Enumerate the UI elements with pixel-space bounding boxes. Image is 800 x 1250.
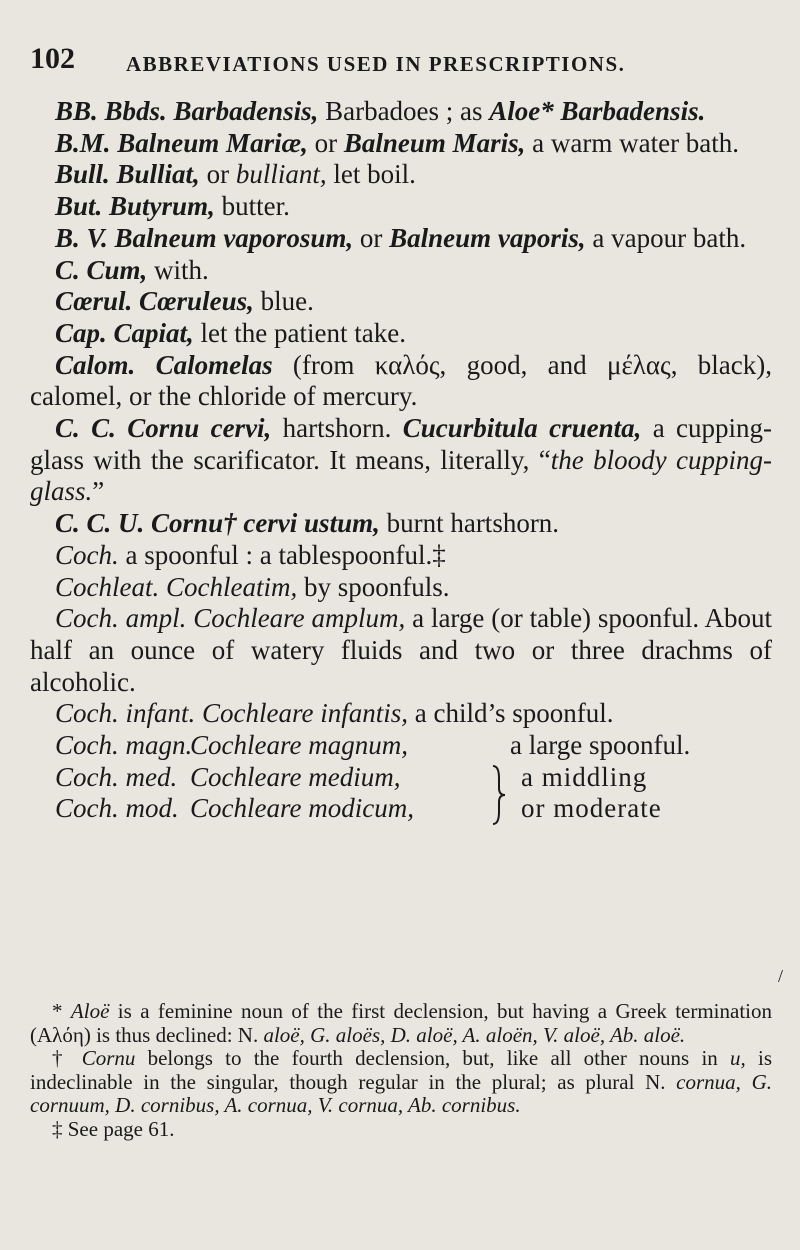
entries-list (30, 96, 772, 825)
footnote-cornu: † Cornu belongs to the fourth declension, but, like all other nouns in u, is indeclinable in the singular, though regular in the plural; as plural N. cornua, G. cornuum, D. cornibus, A. cornua, V. cornua, Ab. cornibus. (30, 1046, 772, 1117)
group-row-mod: Coch. mod. Cochleare modicum, or moderate (55, 793, 662, 824)
spoon-size-group (30, 730, 772, 825)
entry-cap: Cap. Capiat, let the patient take. (55, 317, 406, 348)
page-number: 102 (30, 42, 75, 75)
entry-bv: B. V. Balneum vaporosum, or Balneum vaporis, a vapour bath. (55, 222, 747, 253)
entry-bm: B.M. Balneum Mariæ, or Balneum Maris, a warm water bath. (55, 127, 740, 158)
entry-bb: BB. Bbds. Barbadensis, Barbadoes ; as Aloe* Barbadensis. (55, 96, 706, 126)
entry-coch-infant: Coch. infant. Cochleare infantis, a child’s spoonful. (55, 698, 614, 729)
right-brace-icon (490, 764, 510, 826)
page-header (30, 40, 790, 84)
entry-coch-ampl: Coch. ampl. Cochleare amplum, a large (or table) spoonful. About half an ounce of watery fluids and two or three drachms of alcoholic. (30, 603, 772, 697)
edge-smudge-icon: / (778, 966, 784, 986)
footnote-aloe: * Aloë is a feminine noun of the first declension, but having a Greek termination (Αλόη) is thus declined: N. aloë, G. aloës, D. aloë, A. aloën, V. aloë, Ab. aloë. (30, 999, 772, 1047)
entry-calom: Calom. Calomelas (from καλός, good, and μέλας, black), calomel, or the chloride of mercury. (30, 349, 772, 412)
entry-bull: Bull. Bulliat, or bulliant, let boil. (55, 159, 416, 190)
running-head: ABBREVIATIONS USED IN PRESCRIPTIONS. (126, 52, 626, 76)
entry-but: But. Butyrum, butter. (55, 191, 290, 222)
entry-coerul: Cœrul. Cœruleus, blue. (55, 286, 314, 317)
entry-cc: C. C. Cornu cervi, hartshorn. Cucurbitula cruenta, a cupping-glass with the scarificator. It means, literally, “the bloody cupping-glass.” (30, 413, 773, 507)
group-row-magn: Coch. magn. Cochleare magnum, a large spoonful. (55, 730, 691, 761)
entry-coch: Coch. a spoonful : a tablespoonful.‡ (55, 539, 446, 570)
group-row-med: Coch. med. Cochleare medium, a middling (55, 761, 648, 792)
footnote-see-page: ‡ See page 61. (52, 1116, 175, 1141)
entry-ccu: C. C. U. Cornu† cervi ustum, burnt hartshorn. (55, 508, 560, 539)
entry-cochleat: Cochleat. Cochleatim, by spoonfuls. (55, 571, 450, 602)
footnotes (30, 1000, 772, 1141)
entry-c: C. Cum, with. (55, 254, 209, 285)
